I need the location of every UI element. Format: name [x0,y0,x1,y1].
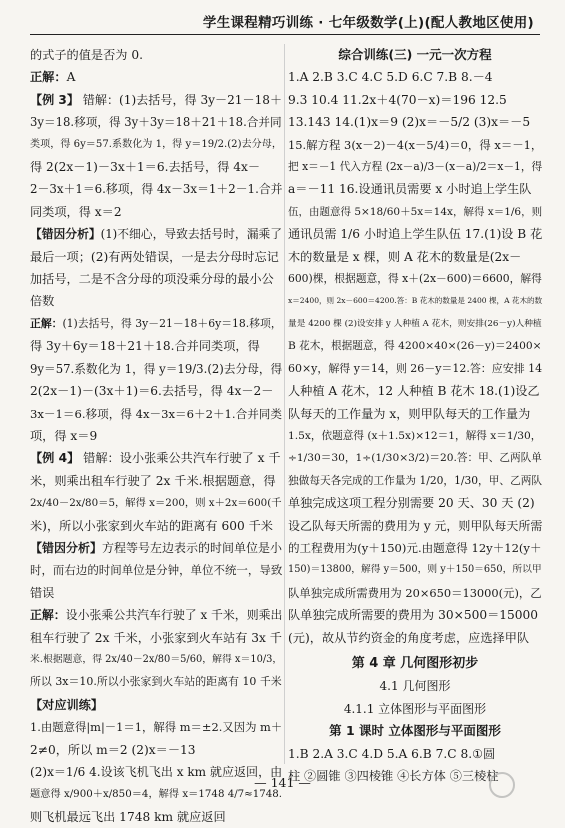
right-line [288,111,542,133]
lesson-title: 第 1 课时 立体图形与平面图形 [329,723,501,739]
right-line [288,582,542,604]
left-line [30,582,282,604]
left-tag: 正解： [30,608,66,623]
right-line [288,313,542,335]
left-text: 最后一项；(2)有两处错误，一是去分母时忘记 [30,249,279,264]
left-tag: 【错因分析】 [30,540,103,555]
left-line [30,627,282,649]
left-line [30,44,282,66]
right-line [288,403,542,425]
left-text: A [66,70,76,85]
right-text: 通讯员需 1/6 小时追上学生队伍 17.(1)设 B 花 [288,227,543,242]
right-text: 队单独完成所需费用为 20×650＝13000(元)，乙 [288,585,542,600]
chapter-title: 第 4 章 几何图形初步 [351,655,479,671]
right-line [288,358,542,380]
right-text: ÷1/30＝30，1÷(1/30×3/2)＝20.答：甲、乙两队单 [288,451,542,465]
left-text: 2(2x－1)－(3x＋1)＝6.去括号，得 4x－2－ [30,384,274,399]
left-text: 2－3x＋1＝6.移项，得 4x－3x＝1＋2－1.合并 [30,182,283,197]
right-text: 设乙队每天所需的费用为 y 元，则甲队每天所需 [288,518,543,533]
right-text: 15.解方程 3(x－2)－4(x－5/4)＝0，得 x＝－1， [288,137,543,152]
right-text: 木的数量是 x 棵，则 A 花木的数量是(2x－ [288,249,522,264]
left-line [30,313,282,335]
left-text: (2)x＝1/6 4.设该飞机飞出 x km 就应返回，由 [30,765,283,779]
right-text: 独做每天各完成的工作量为 1/20，1/30，甲、乙两队 [288,473,543,487]
right-line [288,66,542,88]
left-line [30,380,282,402]
left-line [30,671,282,693]
left-text: 得 3y＋6y＝18＋21＋18.合并同类项，得 [30,339,260,354]
right-line [288,290,542,312]
left-text: 错误 [30,585,55,600]
left-line [30,89,282,111]
left-text: 3y＝18.移项，得 3y＋3y＝18＋21＋18.合并同 [30,115,282,130]
left-text: 米，则乘出租车行驶了 2x 千米.根据题意，得 [30,473,276,488]
right-text: 单独完成这项工程分别需要 20 天、30 天 (2) [288,496,535,511]
left-line [30,268,282,290]
left-line [30,806,282,828]
left-text: 租车行驶了 2x 千米，小张家到火车站有 3x 千 [30,630,282,645]
left-line [30,470,282,492]
left-text: 1.由题意得|m|－1＝1，解得 m＝±2.又因为 m＋ [30,720,283,735]
right-text: 13.143 14.(1)x＝9 (2)x＝－5/2 (3)x＝－5 [288,115,531,130]
right-text: 1.5x，依题意得 (x＋1.5x)×12＝1，解得 x＝1/30， [288,428,542,442]
right-line [288,537,542,559]
left-line [30,403,282,425]
left-text: 则飞机最远飞出 1748 km 就应返回 [30,809,226,824]
section-title: 4.1 几何图形 [379,679,451,694]
left-line [30,66,282,88]
left-line [30,134,282,156]
right-text: a＝－11 16.设通讯员需要 x 小时追上学生队 [288,182,532,197]
right-line [288,604,542,626]
right-line [288,380,542,402]
final_lines-line [288,743,542,765]
left-line [30,156,282,178]
right-line [288,89,542,111]
left-line [30,111,282,133]
right-line [288,223,542,245]
left-text: 同类项，得 x＝2 [30,204,122,219]
left-text: 米)，所以小张家到火车站的距离有 600 千米 [30,518,273,533]
watermark-logo [489,772,559,796]
left-text: 3x－1＝6.移项，得 4x－3x＝6＋2＋1.合并同类 [30,406,282,421]
right-line [288,134,542,156]
right-text: 人种植 A 花木，12 人种植 B 花木 18.(1)设乙 [288,384,540,399]
right-line [288,156,542,178]
subsection-title: 4.1.1 立体图形与平面图形 [343,701,487,716]
left-tag: 【例 4】 [30,451,80,466]
watermark-circle-icon [489,772,515,798]
left-line [30,335,282,357]
left-text: 错解：(1)去括号，得 3y－21－18＋ [78,92,283,107]
right-column [288,44,542,787]
left-line [30,559,282,581]
right-line [288,492,542,514]
left-text: 9y＝57.系数化为 1，得 y＝19/3.(2)去分母，得 [30,361,283,376]
right-text: 9.3 10.4 11.2x＋4(70－x)＝196 12.5 [288,92,507,107]
left-line [30,223,282,245]
left-line [30,716,282,738]
right-answers [288,66,542,649]
left-text: 加括号，二是不含分母的项没乘分母的最小公 [30,272,274,287]
left-line [30,492,282,514]
right-line [288,425,542,447]
right-line [288,201,542,223]
right-text: 60×y，解得 y＝14，则 26－y＝12.答：应安排 14 [288,361,543,375]
right-text: 的工程费用为(y＋150)元.由题意得 12y＋12(y＋ [288,540,542,555]
left-line [30,694,282,716]
exercise-title: 综合训练(三) 一元一次方程 [338,47,492,62]
left-text: 所以 3x＝10.所以小张家到火车站的距离有 10 千米 [30,675,282,689]
left-text: 的式子的值是否为 0. [30,48,144,62]
left-line [30,604,282,626]
running-header [30,8,540,35]
left-line [30,290,282,312]
left-line [30,649,282,671]
left-text: 米.根据题意，得 2x/40－2x/80＝5/60，解得 x＝10/3， [30,653,283,665]
left-column [30,44,282,828]
left-tag: 【对应训练】 [30,697,104,712]
header-title: 学生课程精巧训练 · 七年级数学(上)(配人教地区使用) [202,15,534,31]
left-text: 错解：设小张乘公共汽车行驶了 x 千 [79,451,281,466]
right-text: 队单独完成所需要的费用为 30×500＝15000 [288,608,539,623]
left-text: 题意得 x/900＋x/850＝4，解得 x＝1748 4/7≈1748. [30,788,283,801]
page-number: — 141 — [254,775,311,790]
right-text: 伍，由题意得 5×18/60＋5x＝14x，解得 x＝1/6，则 [288,205,543,218]
left-line [30,246,282,268]
final_lines-text: 柱 ②圆锥 ③四棱锥 ④长方体 ⑤三棱柱 [288,769,499,783]
right-line [288,268,542,290]
left-tag: 正解： [30,316,63,330]
right-line [288,627,542,649]
right-text: x＝2400，则 2x－600＝4200.答：B 花木的数量是 2400 棵，A 花木的数 [288,296,543,306]
right-line [288,470,542,492]
left-text: (1)不细心，导致去括号时，漏乘了 [100,227,282,242]
left-text: 2x/40－2x/80＝5，解得 x＝200，则 x＋2x＝600(千 [30,497,282,510]
column-divider [284,44,285,764]
left-text: 类项，得 6y＝57.系数化为 1，得 y＝19/2.(2)去分母， [30,138,282,150]
left-text: 设小张乘公共汽车行驶了 x 千米，则乘出 [65,608,283,623]
left-line [30,178,282,200]
left-tag: 【错因分析】 [30,227,101,242]
left-text: 倍数 [30,294,55,309]
right-line [288,515,542,537]
right-line [288,447,542,469]
left-text: 得 2(2x－1)－3x＋1＝6.去括号，得 4x－ [30,160,261,175]
left-line [30,739,282,761]
left-line [30,447,282,469]
right-text: 量是 4200 棵 (2)设安排 y 人种植 A 花木，则安排(26－y)人种植 [288,318,542,329]
right-text: 150)＝13800，解得 y＝500，则 y＋150＝650，所以甲 [288,564,542,576]
left-tag: 正解： [30,70,67,85]
left-tag: 【例 3】 [30,92,79,107]
left-line [30,358,282,380]
left-text: 项，得 x＝9 [30,428,98,443]
left-text: (1)去括号，得 3y－21－18＋6y＝18.移项， [62,316,282,330]
right-text: B 花木，根据题意，得 4200×40×(26－y)＝2400× [288,339,542,353]
right-text: 队每天的工作量为 x，则甲队每天的工作量为 [288,406,531,421]
right-text: 把 x＝－1 代入方程 (2x－a)/3－(x－a)/2＝x－1，得 [288,160,543,174]
left-line [30,515,282,537]
left-text: 方程等号左边表示的时间单位是小 [102,540,283,555]
right-line [288,559,542,581]
right-line [288,246,542,268]
left-line [30,425,282,447]
left-text: 时，而右边的时间单位是分钟，单位不统一，导致 [30,563,283,578]
right-line [288,178,542,200]
left-line [30,537,282,559]
right-text: 1.A 2.B 3.C 4.C 5.D 6.C 7.B 8.－4 [288,70,493,85]
right-text: (元)，故从节约资金的角度考虑，应选择甲队 [288,630,530,645]
left-text: 2≠0，所以 m＝2 (2)x＝－13 [30,742,196,757]
left-line [30,201,282,223]
right-line [288,335,542,357]
right-text: 600)棵，根据题意，得 x＋(2x－600)＝6600，解得 [288,272,542,286]
final_lines-text: 1.B 2.A 3.C 4.D 5.A 6.B 7.C 8.①圆 [288,746,496,761]
